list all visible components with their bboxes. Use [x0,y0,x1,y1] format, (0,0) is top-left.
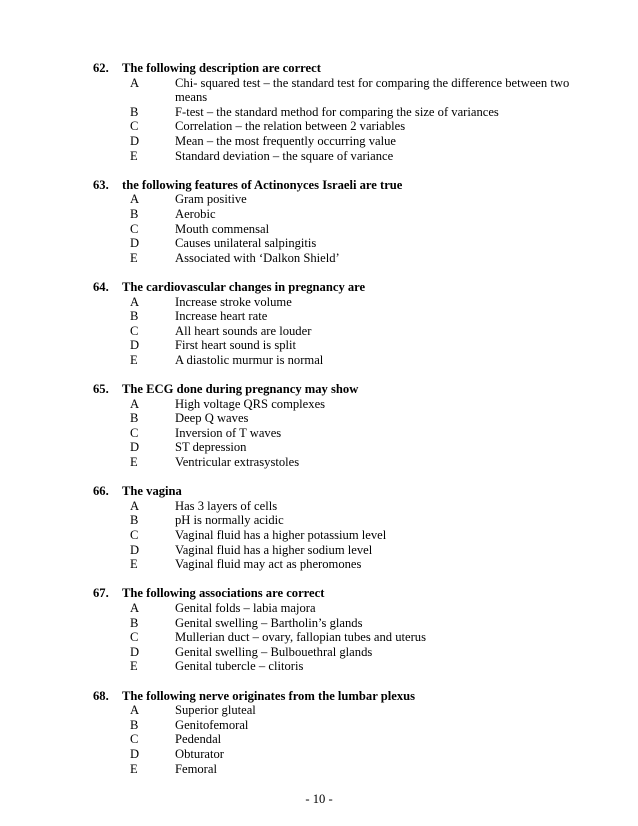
question-stem: the following features of Actinonyces Israeli are true [122,177,403,192]
option-letter: C [130,732,139,747]
option-letter: C [130,323,139,338]
option-letter: C [130,425,139,440]
option-letter: B [130,411,139,426]
option-text: Superior gluteal [175,703,256,718]
option-text: Vaginal fluid has a higher potassium level [175,528,387,542]
question-header [93,484,593,499]
answer-option [93,192,593,207]
answer-option [93,732,593,747]
option-letter: E [130,352,138,367]
option-letter: E [130,761,138,776]
question-block [93,61,593,163]
option-text: Genitofemoral [175,717,249,732]
answer-option [93,105,593,120]
question-header [93,382,593,397]
answer-option [93,76,593,105]
option-letter: D [130,746,140,761]
question-number: 66. [93,484,109,499]
option-text: Genital swelling – Bartholin’s glands [175,615,363,630]
answer-option [93,222,593,237]
question-number: 65. [93,382,109,397]
option-text: Correlation – the relation between 2 variables [175,119,406,134]
option-text: Chi- squared test – the standard test for comparing the difference between two means [175,75,570,105]
option-letter: A [130,396,140,411]
answer-option [93,762,593,777]
option-letter: D [130,542,140,557]
question-block [93,178,593,266]
answer-option [93,557,593,572]
option-text: Causes unilateral salpingitis [175,236,317,251]
answer-option [93,207,593,222]
option-text: Gram positive [175,192,247,207]
question-stem: The following associations are correct [122,586,325,601]
option-letter: B [130,104,139,119]
option-letter: A [130,498,140,513]
option-text: Genital folds – labia majora [175,600,316,615]
question-header [93,689,593,704]
option-text: Deep Q waves [175,411,249,426]
answer-option [93,630,593,645]
answer-option [93,411,593,426]
question-stem: The ECG done during pregnancy may show [122,382,359,397]
question-number: 64. [93,279,109,294]
answer-option [93,353,593,368]
option-letter: C [130,630,139,645]
question-block [93,280,593,368]
answer-option [93,543,593,558]
question-block [93,586,593,674]
question-block [93,484,593,572]
question-stem: The following nerve originates from the lumbar plexus [122,688,416,703]
option-text: F-test – the standard method for comparing the size of variances [175,104,499,119]
answer-option [93,499,593,514]
option-text: Vaginal fluid may act as pheromones [175,557,362,572]
option-text: ST depression [175,440,247,455]
answer-option [93,397,593,412]
option-letter: B [130,206,139,221]
question-stem: The vagina [122,484,182,499]
answer-option [93,236,593,251]
question-number: 62. [93,61,109,75]
option-letter: A [130,600,140,615]
answer-option [93,718,593,733]
option-letter: B [130,309,139,324]
answer-option [93,149,593,164]
answer-option [93,703,593,718]
answer-option [93,119,593,134]
page-number: - 10 - [305,792,333,806]
question-number: 63. [93,177,109,192]
answer-option [93,134,593,149]
option-text: First heart sound is split [175,338,297,353]
answer-option [93,324,593,339]
option-letter: E [130,455,138,470]
answer-option [93,251,593,266]
option-text: Vaginal fluid has a higher sodium level [175,542,373,557]
option-letter: E [130,659,138,674]
option-letter: D [130,644,140,659]
option-letter: A [130,192,140,207]
answer-option [93,528,593,543]
option-letter: D [130,133,140,148]
question-block [93,382,593,470]
option-text: Ventricular extrasystoles [175,455,300,470]
option-text: All heart sounds are louder [175,323,312,338]
answer-option [93,309,593,324]
option-text: Mullerian duct – ovary, fallopian tubes and uterus [175,630,426,645]
option-letter: A [130,75,140,90]
question-stem: The cardiovascular changes in pregnancy are [122,279,366,294]
question-header [93,178,593,193]
answer-option [93,616,593,631]
option-letter: E [130,148,138,163]
option-text: Pedendal [175,732,222,747]
option-text: Mouth commensal [175,221,270,236]
option-letter: C [130,119,139,134]
option-text: Associated with ‘Dalkon Shield’ [175,250,340,265]
answer-option [93,513,593,528]
option-text: Standard deviation – the square of variance [175,148,394,163]
answer-option [93,440,593,455]
option-letter: B [130,513,139,528]
question-header [93,586,593,601]
answer-option [93,455,593,470]
option-text: Increase heart rate [175,309,268,324]
option-text: Mean – the most frequently occurring value [175,133,397,148]
option-text: High voltage QRS complexes [175,396,326,411]
option-text: Femoral [175,761,217,776]
option-letter: D [130,236,140,251]
answer-option [93,338,593,353]
option-text: Increase stroke volume [175,294,292,309]
option-letter: C [130,528,139,542]
question-number: 68. [93,688,109,703]
option-letter: B [130,615,139,630]
answer-option [93,659,593,674]
option-text: Genital tubercle – clitoris [175,659,304,674]
answer-option [93,601,593,616]
answer-option [93,645,593,660]
option-letter: C [130,221,139,236]
option-letter: E [130,250,138,265]
option-text: Obturator [175,746,224,761]
option-text: pH is normally acidic [175,513,284,528]
option-text: A diastolic murmur is normal [175,352,324,367]
option-letter: A [130,703,140,718]
question-stem: The following description are correct [122,61,321,75]
option-letter: B [130,717,139,732]
question-number: 67. [93,586,109,601]
option-letter: A [130,294,140,309]
question-block [93,689,593,777]
question-header [93,280,593,295]
option-text: Aerobic [175,206,216,221]
option-letter: E [130,557,138,572]
option-text: Genital swelling – Bulbouethral glands [175,644,373,659]
option-letter: D [130,440,140,455]
option-text: Inversion of T waves [175,425,282,440]
option-letter: D [130,338,140,353]
option-text: Has 3 layers of cells [175,498,278,513]
answer-option [93,295,593,310]
question-header [93,61,593,76]
answer-option [93,426,593,441]
answer-option [93,747,593,762]
question-list [93,61,593,791]
